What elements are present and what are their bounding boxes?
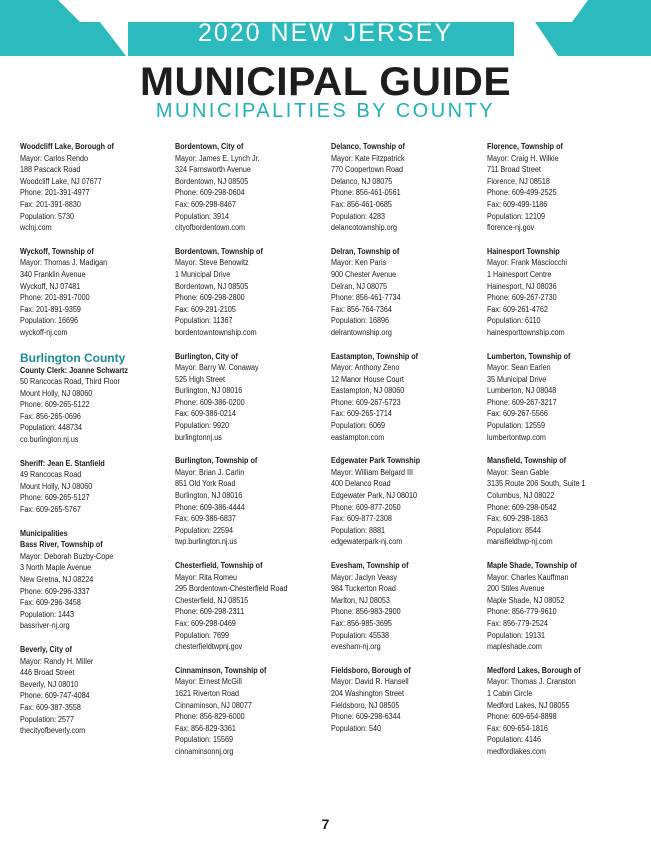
entry-city: Chesterfield, NJ 08515 — [175, 595, 249, 605]
municipality-entry — [331, 455, 481, 548]
entry-website[interactable]: florence-nj.gov — [487, 223, 535, 233]
municipality-entry — [175, 351, 325, 444]
municipality-entry — [331, 665, 481, 735]
municipality-entry — [175, 141, 325, 234]
municipality-entry — [331, 246, 481, 339]
municipality-entry — [487, 560, 637, 653]
entry-fax: Fax: 609-291-2105 — [175, 304, 236, 314]
municipality-entry — [487, 351, 637, 444]
entry-population: Population: 6110 — [487, 316, 541, 326]
sheriff-entry — [20, 458, 170, 516]
entry-city: Woodcliff Lake, NJ 07677 — [20, 176, 102, 186]
entry-name: Lumberton, Township of — [487, 351, 571, 361]
entry-city: Fieldsboro, NJ 08505 — [331, 700, 400, 710]
entry-fax: Fax: 856-985-3695 — [331, 618, 392, 628]
entry-mayor: Mayor: Jaclyn Veasy — [331, 572, 398, 582]
entry-city: Burlington, NJ 08016 — [175, 386, 243, 396]
entry-phone: Phone: 609-386-0200 — [175, 397, 245, 407]
entry-city: Columbus, NJ 08022 — [487, 491, 555, 501]
municipalities-label: Municipalities — [20, 528, 68, 538]
entry-address: 204 Washington Street — [331, 688, 404, 698]
entry-city: Delran, NJ 08075 — [331, 281, 388, 291]
entry-website[interactable]: wclnj.com — [20, 223, 52, 233]
county-city: Mount Holly, NJ 08060 — [20, 388, 93, 398]
entry-address: 446 Broad Street — [20, 668, 75, 678]
entry-mayor: Mayor: Rita Romeu — [175, 572, 238, 582]
entry-website[interactable]: bassriver-nj.org — [20, 621, 70, 631]
entry-population: Population: 9920 — [175, 421, 230, 431]
entry-city: Medford Lakes, NJ 08055 — [487, 700, 570, 710]
municipality-entry — [487, 665, 637, 758]
entry-city: Bordentown, NJ 08505 — [175, 176, 249, 186]
municipality-entry — [331, 560, 481, 653]
entry-population: Population: 4283 — [331, 211, 386, 221]
entry-population: Population: 45538 — [331, 630, 390, 640]
entry-city: Cinnaminson, NJ 08077 — [175, 700, 252, 710]
municipality-entry — [20, 141, 170, 234]
entry-fax: Fax: 609-296-3458 — [20, 598, 81, 608]
entry-population: Population: 3914 — [175, 211, 230, 221]
municipality-entry — [331, 141, 481, 234]
entry-website[interactable]: mapleshade.com — [487, 642, 542, 652]
entry-website[interactable]: delancotownship.org — [331, 223, 398, 233]
entry-population: Population: 16696 — [20, 316, 79, 326]
entry-name: Beverly, City of — [20, 644, 72, 654]
entry-address: 3135 Route 206 South, Suite 1 — [487, 479, 586, 489]
entry-website[interactable]: wyckoff-nj.com — [20, 327, 68, 337]
entry-address: 525 High Street — [175, 374, 226, 384]
entry-address: 1 Hainesport Centre — [487, 269, 552, 279]
entry-phone: Phone: 609-298-0604 — [175, 188, 245, 198]
county-phone: Phone: 609-265-5122 — [20, 400, 90, 410]
county-address: 50 Rancocas Road, Third Floor — [20, 377, 120, 387]
entry-mayor: Mayor: Sean Earlen — [487, 363, 551, 373]
municipality-entry — [175, 246, 325, 339]
entry-population: Population: 2577 — [20, 714, 75, 724]
entry-mayor: Mayor: Frank Masciocchi — [487, 258, 568, 268]
municipality-entry — [20, 246, 170, 339]
county-population: Population: 448734 — [20, 423, 83, 433]
county-clerk: County Clerk: Joanne Schwartz — [20, 365, 129, 375]
entry-mayor: Mayor: Ernest McGill — [175, 677, 242, 687]
entry-mayor: Mayor: Randy H. Miller — [20, 656, 94, 666]
entry-website[interactable]: edgewaterpark-nj.com — [331, 537, 403, 547]
entry-website[interactable]: bordentowntownship.com — [175, 327, 257, 337]
county-fax: Fax: 856-265-0696 — [20, 411, 81, 421]
entry-fax: Fax: 856-779-2524 — [487, 618, 548, 628]
municipality-entry — [20, 644, 170, 737]
entry-name: Delran, Township of — [331, 246, 400, 256]
entry-name: Fieldsboro, Borough of — [331, 665, 411, 675]
column-2 — [175, 141, 325, 770]
entry-population: Population: 15569 — [175, 735, 234, 745]
entry-name: Wyckoff, Township of — [20, 246, 94, 256]
entry-fax: Fax: 609-267-5566 — [487, 409, 548, 419]
entry-address: 1621 Riverton Road — [175, 688, 240, 698]
entry-phone: Phone: 609-386-4444 — [175, 502, 245, 512]
entry-name: Maple Shade, Township of — [487, 561, 577, 570]
entry-phone: Phone: 856-461-7734 — [331, 293, 401, 303]
entry-phone: Phone: 609-654-8898 — [487, 712, 557, 722]
entry-phone: Phone: 856-983-2900 — [331, 607, 401, 617]
county-website[interactable]: co.burlington.nj.us — [20, 435, 79, 445]
entry-website[interactable]: cinnaminsonnj.org — [175, 746, 234, 756]
entry-name: Bordentown, City of — [175, 142, 244, 151]
column-4 — [487, 141, 637, 770]
entry-mayor: Mayor: Brian J. Carlin — [175, 467, 245, 477]
municipality-entry — [20, 528, 170, 632]
entry-phone: Phone: 609-298-0542 — [487, 502, 557, 512]
entry-phone: Phone: 201-891-7000 — [20, 293, 90, 303]
county-title: Burlington County — [20, 350, 126, 365]
entry-city: New Gretna, NJ 08224 — [20, 575, 94, 584]
sheriff-address: 49 Rancocas Road — [20, 470, 82, 480]
entry-population: Population: 7699 — [175, 630, 230, 640]
entry-phone: Phone: 609-298-6344 — [331, 712, 401, 722]
entry-name: Burlington, Township of — [175, 456, 258, 466]
entry-name: Edgewater Park Township — [331, 456, 421, 466]
entry-name: Hainesport Township — [487, 246, 560, 256]
entry-fax: Fax: 609-265-1714 — [331, 409, 392, 419]
entry-population: Population: 8544 — [487, 525, 542, 535]
entry-city: Wyckoff, NJ 07481 — [20, 281, 81, 291]
sheriff-name: Sheriff: Jean E. Stanfield — [20, 458, 105, 468]
entry-fax: Fax: 856-764-7364 — [331, 304, 392, 314]
entry-website[interactable]: thecityofbeverly.com — [20, 726, 86, 736]
sheriff-fax: Fax: 609-265-5767 — [20, 505, 81, 515]
entry-city: Maple Shade, NJ 08052 — [487, 595, 565, 605]
page-number: 7 — [321, 816, 330, 832]
entry-population: Population: 11367 — [175, 316, 233, 326]
entry-website[interactable]: lumbertontwp.com — [487, 432, 546, 442]
entry-name: Eastampton, Township of — [331, 351, 419, 361]
entry-website[interactable]: eastampton.com — [331, 432, 385, 442]
entry-address: 900 Chester Avenue — [331, 269, 397, 279]
entry-fax: Fax: 609-298-1863 — [487, 514, 548, 524]
entry-address: 851 Old York Road — [175, 479, 236, 489]
entry-population: Population: 5730 — [20, 211, 75, 221]
entry-address: 188 Pascack Road — [20, 165, 81, 175]
entry-mayor: Mayor: David R. Hansell — [331, 677, 409, 687]
entry-population: Population: 6069 — [331, 421, 386, 431]
entry-mayor: Mayor: Ken Paris — [331, 258, 387, 268]
entry-address: 984 Tuckerton Road — [331, 584, 396, 594]
entry-fax: Fax: 856-461-0685 — [331, 199, 392, 209]
header-banner — [0, 0, 651, 60]
entry-address: 3 North Maple Avenue — [20, 563, 92, 573]
entry-population: Population: 22594 — [175, 525, 234, 535]
entry-population: Population: 540 — [331, 723, 382, 733]
entry-website[interactable]: evesham-nj.org — [331, 642, 381, 652]
entry-address: 324 Farnsworth Avenue — [175, 165, 251, 175]
entry-mayor: Mayor: Craig H. Wilkie — [487, 153, 559, 163]
entry-name: Bass River, Township of — [20, 540, 103, 550]
entry-address: 711 Broad Street — [487, 165, 541, 175]
county-entry — [20, 351, 170, 446]
entry-name: Evesham, Township of — [331, 561, 409, 570]
entry-name: Woodcliff Lake, Borough of — [20, 142, 114, 151]
entry-website[interactable]: delrantownship.org — [331, 327, 392, 337]
year-title: 2020 NEW JERSEY — [197, 19, 454, 47]
entry-population: Population: 12109 — [487, 211, 546, 221]
main-title: MUNICIPAL GUIDE — [139, 60, 512, 104]
entry-phone: Phone: 609-877-2050 — [331, 502, 401, 512]
entry-mayor: Mayor: Deborah Buzby-Cope — [20, 551, 114, 561]
entry-mayor: Mayor: James E. Lynch Jr. — [175, 153, 260, 163]
entry-name: Cinnaminson, Township of — [175, 665, 267, 675]
municipality-entry — [175, 455, 325, 548]
entry-website[interactable]: twp.burlington.nj.us — [175, 537, 238, 547]
entry-address: 770 Coopertown Road — [331, 165, 404, 175]
entry-phone: Phone: 609-296-3337 — [20, 586, 90, 596]
entry-population: Population: 1443 — [20, 609, 75, 619]
municipality-entry — [487, 246, 637, 339]
entry-name: Florence, Township of — [487, 142, 563, 151]
entry-fax: Fax: 609-386-0214 — [175, 409, 236, 419]
entry-phone: Phone: 609-298-2800 — [175, 293, 245, 303]
entry-address: 1 Municipal Drive — [175, 269, 231, 279]
entry-city: Florence, NJ 08518 — [487, 176, 550, 186]
sheriff-phone: Phone: 609-265-5127 — [20, 493, 90, 503]
entry-website[interactable]: cityofbordentown.com — [175, 223, 246, 233]
entry-city: Edgewater Park, NJ 08010 — [331, 491, 418, 501]
entry-fax: Fax: 856-829-3361 — [175, 723, 236, 733]
directory-columns — [20, 141, 640, 781]
entry-mayor: Mayor: William Belgard III — [331, 467, 414, 477]
column-3 — [331, 141, 481, 746]
entry-website[interactable]: chesterfieldtwpnj.gov — [175, 642, 243, 652]
entry-phone: Phone: 609-298-2311 — [175, 607, 245, 617]
entry-website[interactable]: mansfieldtwp-nj.com — [487, 537, 553, 547]
entry-mayor: Mayor: Steve Benowitz — [175, 258, 249, 268]
entry-population: Population: 4146 — [487, 735, 542, 745]
entry-name: Burlington, City of — [175, 351, 238, 361]
entry-city: Eastampton, NJ 08060 — [331, 386, 405, 396]
entry-population: Population: 8881 — [331, 525, 386, 535]
entry-fax: Fax: 609-877-2308 — [331, 514, 392, 524]
entry-website[interactable]: medfordlakes.com — [487, 746, 546, 756]
entry-name: Bordentown, Township of — [175, 246, 263, 256]
entry-fax: Fax: 609-654-1816 — [487, 723, 548, 733]
entry-phone: Phone: 201-391-4977 — [20, 188, 90, 198]
entry-address: 35 Municipal Drive — [487, 374, 547, 384]
entry-mayor: Mayor: Thomas J. Cranston — [487, 677, 576, 687]
entry-address: 200 Stiles Avenue — [487, 584, 545, 594]
entry-fax: Fax: 609-387-3558 — [20, 702, 81, 712]
entry-mayor: Mayor: Kate Fitzpatrick — [331, 153, 405, 163]
entry-mayor: Mayor: Barry W. Conaway — [175, 363, 259, 373]
entry-phone: Phone: 609-499-2525 — [487, 188, 557, 198]
entry-city: Burlington, NJ 08016 — [175, 491, 243, 501]
entry-phone: Phone: 609-267-2730 — [487, 293, 557, 303]
entry-address: 340 Franklin Avenue — [20, 269, 86, 279]
entry-name: Delanco, Township of — [331, 142, 405, 151]
entry-phone: Phone: 609-267-3217 — [487, 397, 557, 407]
column-1 — [20, 141, 170, 749]
entry-population: Population: 16896 — [331, 316, 390, 326]
entry-mayor: Mayor: Sean Gable — [487, 467, 550, 477]
entry-city: Hainesport, NJ 08036 — [487, 281, 557, 291]
entry-phone: Phone: 856-829-6000 — [175, 712, 245, 722]
entry-fax: Fax: 201-391-8830 — [20, 199, 81, 209]
entry-city: Bordentown, NJ 08505 — [175, 281, 249, 291]
entry-phone: Phone: 856-779-9610 — [487, 607, 557, 617]
entry-city: Marlton, NJ 08053 — [331, 595, 390, 605]
entry-fax: Fax: 609-386-6837 — [175, 514, 236, 524]
sub-title: MUNICIPALITIES BY COUNTY — [155, 100, 496, 122]
entry-fax: Fax: 609-298-8467 — [175, 199, 236, 209]
entry-city: Delanco, NJ 08075 — [331, 176, 393, 186]
municipality-entry — [487, 455, 637, 548]
entry-phone: Phone: 609-267-5723 — [331, 397, 401, 407]
entry-population: Population: 19131 — [487, 630, 546, 640]
entry-city: Beverly, NJ 08010 — [20, 679, 79, 689]
sheriff-city: Mount Holly, NJ 08060 — [20, 481, 93, 491]
entry-mayor: Mayor: Thomas J. Madigan — [20, 258, 108, 268]
entry-address: 295 Bordentown-Chesterfield Road — [175, 584, 288, 594]
entry-fax: Fax: 609-261-4762 — [487, 304, 548, 314]
municipality-entry — [175, 560, 325, 653]
entry-mayor: Mayor: Anthony Zeno — [331, 363, 400, 373]
entry-address: 1 Cabin Circle — [487, 688, 533, 698]
entry-fax: Fax: 201-891-9359 — [20, 304, 81, 314]
entry-name: Chesterfield, Township of — [175, 561, 263, 570]
entry-address: 12 Manor House Court — [331, 374, 404, 384]
municipality-entry — [175, 665, 325, 758]
entry-population: Population: 12559 — [487, 421, 546, 431]
municipality-entry — [487, 141, 637, 234]
entry-address: 400 Delanco Road — [331, 479, 391, 489]
entry-phone: Phone: 609-747-4084 — [20, 691, 90, 701]
entry-phone: Phone: 856-461-0561 — [331, 188, 401, 198]
entry-fax: Fax: 609-499-1186 — [487, 199, 548, 209]
entry-website[interactable]: burlingtonnj.us — [175, 432, 222, 442]
municipality-entry — [331, 351, 481, 444]
entry-mayor: Mayor: Carlos Rendo — [20, 153, 89, 163]
entry-website[interactable]: hainesporttownship.com — [487, 327, 565, 337]
entry-fax: Fax: 609-298-0469 — [175, 618, 236, 628]
entry-city: Lumberton, NJ 08048 — [487, 386, 557, 396]
entry-mayor: Mayor: Charles Kauffman — [487, 572, 569, 582]
entry-name: Mansfield, Township of — [487, 456, 567, 466]
entry-name: Medford Lakes, Borough of — [487, 665, 581, 675]
